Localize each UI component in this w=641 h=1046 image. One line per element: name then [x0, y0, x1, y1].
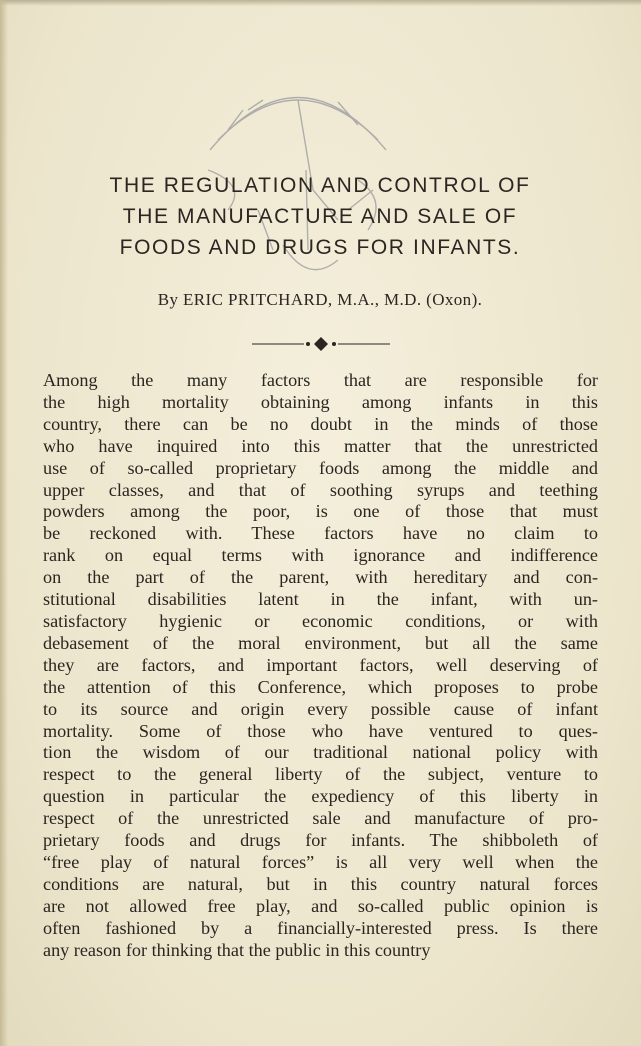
body-line: “free play of natural forces” is all very well when the	[43, 851, 598, 872]
body-line: mortality. Some of those who have ventured to ques-	[43, 720, 598, 741]
body-line: prietary foods and drugs for infants. The shibboleth of	[43, 830, 598, 851]
body-line: on the part of the parent, with hereditary and con-	[43, 567, 598, 588]
body-line: the high mortality obtaining among infants in this	[43, 391, 598, 412]
body-line: powders among the poor, is one of those that must	[43, 501, 598, 522]
body-line: they are factors, and important factors, well deserving of	[43, 654, 598, 675]
body-line: Among the many factors that are responsible for	[43, 370, 598, 390]
body-line: question in particular the expediency of this liberty in	[43, 786, 598, 807]
body-line: any reason for thinking that the public in this country	[43, 939, 431, 960]
body-line: conditions are natural, but in this country natural forces	[43, 873, 598, 894]
page-left-edge	[0, 0, 8, 1046]
page-top-edge	[0, 0, 641, 6]
body-line: rank on equal terms with ignorance and indifference	[43, 545, 598, 566]
body-line: respect of the unrestricted sale and manufacture of pro-	[43, 808, 598, 829]
body-line: to its source and origin every possible cause of infant	[43, 698, 598, 719]
body-line: the attention of this Conference, which proposes to probe	[43, 676, 598, 697]
title-line: FOODS AND DRUGS FOR INFANTS.	[119, 236, 521, 259]
body-line: stitutional disabilities latent in the infant, with un-	[43, 589, 598, 610]
article-body	[43, 370, 598, 961]
body-line: respect to the general liberty of the subject, venture to	[43, 764, 598, 785]
body-line: tion the wisdom of our traditional national policy with	[43, 742, 598, 763]
diamond-rule-ornament-icon	[252, 336, 390, 352]
author-byline: By ERIC PRITCHARD, M.A., M.D. (Oxon).	[157, 290, 483, 309]
body-line: use of so-called proprietary foods among the middle and	[43, 457, 598, 478]
body-line: country, there can be no doubt in the minds of those	[43, 413, 598, 434]
title-line: THE MANUFACTURE AND SALE OF	[122, 205, 518, 228]
body-line: are not allowed free play, and so-called public opinion is	[43, 895, 598, 916]
article-title	[40, 170, 600, 263]
body-line: satisfactory hygienic or economic conditions, or with	[43, 610, 598, 631]
body-line: upper classes, and that of soothing syrups and teething	[43, 479, 598, 500]
title-line: THE REGULATION AND CONTROL OF	[109, 174, 531, 197]
body-line: often fashioned by a financially-interested press. Is there	[43, 917, 598, 938]
body-line: be reckoned with. These factors have no claim to	[43, 523, 598, 544]
body-line: who have inquired into this matter that the unrestricted	[43, 435, 598, 456]
body-line: debasement of the moral environment, but all the same	[43, 632, 598, 653]
